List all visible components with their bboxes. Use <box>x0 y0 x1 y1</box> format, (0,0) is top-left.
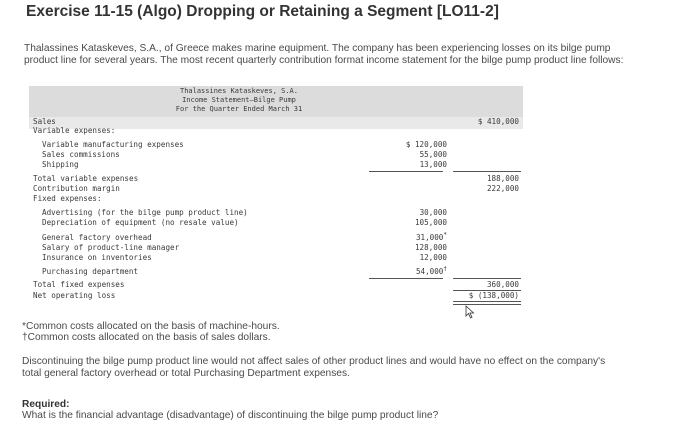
statement-company: Thalassines Kataskeves, S.A. <box>179 87 298 95</box>
intro-line: Thalassines Kataskeves, S.A., of Greece makes marine equipment. The company has been experiencing losses on its bilge pump <box>24 43 611 54</box>
row-label: Total variable expenses <box>33 174 139 183</box>
row-label: Fixed expenses: <box>33 194 102 203</box>
row-label: General factory overhead <box>42 233 152 242</box>
row-amount: 128,000 <box>414 243 447 252</box>
row-amount: 31,000* <box>415 231 447 242</box>
statement-row <box>29 184 523 194</box>
row-amount: 13,000 <box>419 160 447 169</box>
row-amount: 55,000 <box>419 150 447 159</box>
total-rule <box>369 278 443 279</box>
statement-title: Income Statement—Bilge Pump <box>182 96 296 104</box>
row-total: 188,000 <box>486 174 519 183</box>
total-rule <box>453 171 521 172</box>
page-title: Exercise 11-15 (Algo) Dropping or Retaining a Segment [LO11-2] <box>26 3 499 20</box>
statement-row <box>29 280 523 290</box>
row-label: Net operating loss <box>33 291 116 300</box>
row-label: Purchasing department <box>42 267 139 276</box>
row-label: Contribution margin <box>33 184 120 193</box>
statement-row <box>29 208 523 218</box>
required-heading: Required: <box>22 399 70 410</box>
statement-header-band <box>29 86 523 117</box>
discontinue-paragraph <box>22 356 696 379</box>
intro-paragraph <box>24 43 692 66</box>
footnote-machine-hours: *Common costs allocated on the basis of machine-hours. <box>22 321 280 332</box>
row-label: Salary of product-line manager <box>42 243 180 252</box>
row-total: 360,000 <box>486 280 519 289</box>
row-label: Variable manufacturing expenses <box>42 140 184 149</box>
statement-period: For the Quarter Ended March 31 <box>175 105 303 113</box>
row-amount: 105,000 <box>414 218 447 227</box>
statement-row <box>29 243 523 253</box>
statement-row <box>29 291 523 301</box>
statement-row <box>29 218 523 228</box>
row-amount: 30,000 <box>419 208 447 217</box>
footnote-mark: * <box>443 231 447 239</box>
row-label: Insurance on inventories <box>42 253 152 262</box>
row-label: Sales <box>33 117 56 126</box>
mouse-pointer-icon <box>465 305 475 319</box>
statement-row <box>29 150 523 160</box>
statement-row <box>29 174 523 184</box>
statement-row <box>29 253 523 263</box>
intro-line: product line for several years. The most recent quarterly contribution format income statement for the bilge pump product line follows: <box>24 54 624 66</box>
row-label: Advertising (for the bilge pump product line) <box>42 208 248 217</box>
row-total: $ (138,000) <box>468 291 519 300</box>
row-total: $ 410,000 <box>477 117 519 126</box>
required-question: What is the financial advantage (disadvantage) of discontinuing the bilge pump product line? <box>22 410 439 421</box>
statement-row <box>29 140 523 150</box>
paragraph-line: Discontinuing the bilge pump product line would not affect sales of other product lines and would have no effect on the company's <box>22 356 606 367</box>
footnote-sales-dollars: †Common costs allocated on the basis of sales dollars. <box>22 332 271 343</box>
row-label: Shipping <box>42 160 79 169</box>
statement-row <box>29 194 523 204</box>
total-rule <box>369 171 443 172</box>
total-rule <box>453 278 521 279</box>
row-label: Variable expenses: <box>33 126 116 135</box>
income-statement <box>29 86 523 300</box>
row-amount: $ 120,000 <box>405 140 447 149</box>
row-total: 222,000 <box>486 184 519 193</box>
row-amount: 54,000† <box>415 265 447 276</box>
total-rule <box>453 301 521 305</box>
statement-row <box>29 233 523 243</box>
row-label: Depreciation of equipment (no resale value) <box>42 218 239 227</box>
statement-row <box>29 160 523 170</box>
paragraph-line: total general factory overhead or total Purchasing Department expenses. <box>22 367 350 379</box>
row-amount: 12,000 <box>419 253 447 262</box>
total-rule <box>453 290 521 291</box>
statement-row <box>29 126 523 136</box>
row-label: Total fixed expenses <box>33 280 125 289</box>
statement-row <box>29 267 523 277</box>
row-label: Sales commissions <box>42 150 120 159</box>
footnote-mark: † <box>443 265 447 273</box>
